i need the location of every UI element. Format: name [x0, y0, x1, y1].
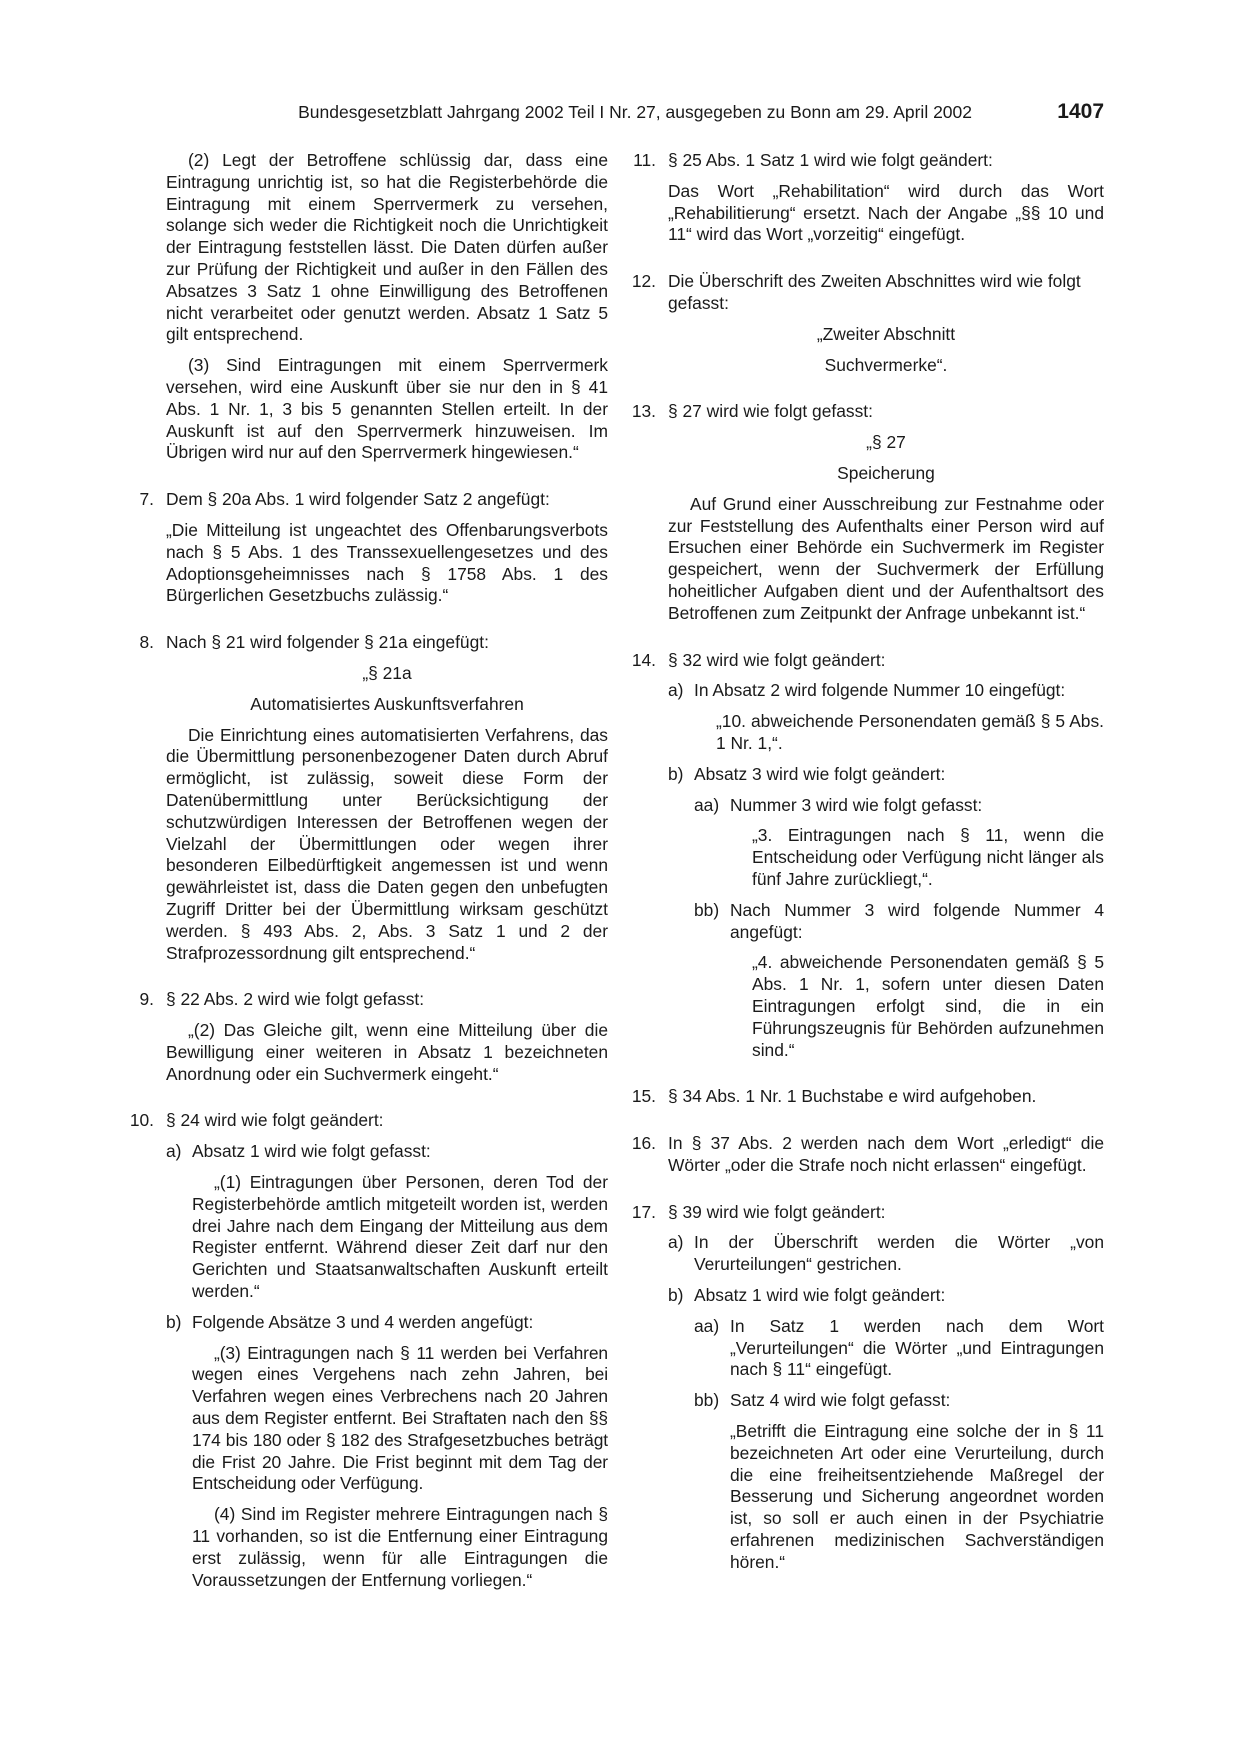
item-number: 12.: [631, 271, 656, 292]
item-11: [632, 150, 1104, 246]
item-17: [632, 1202, 1104, 1574]
item-body: Das Wort „Rehabilitation“ wird durch das Wort „Rehabilitierung“ ersetzt. Nach der Angabe „§§ 10 und 11“ wird das Wort „vorzeitig“ eingefügt.: [668, 180, 1104, 245]
heading-line-1: „Zweiter Abschnitt: [816, 323, 956, 344]
sub-item-label: a): [668, 1232, 684, 1253]
paragraph-3: (3) Sind Eintragungen mit einem Sperrvermerk versehen, wird eine Auskunft über sie nur den in § 41 Abs. 1 Nr. 1, 3 bis 5 genannten Stellen erteilt. In der Auskunft ist auf den Sperrvermerk hinzuweisen. Im Übrigen wird nur auf den Sperrvermerk hingewiesen.“: [166, 355, 608, 463]
page-number: 1407: [1057, 100, 1104, 123]
item-10: [130, 1110, 608, 1591]
item-14: [632, 650, 1104, 1062]
item-number: 8.: [139, 632, 154, 653]
heading-line-2: Suchvermerke“.: [824, 354, 948, 375]
item-number: 9.: [139, 989, 154, 1010]
sub-item-quote: „10. abweichende Personendaten gemäß § 5 Abs. 1 Nr. 1,“.: [716, 711, 1104, 753]
sub-sub-item-label: bb): [694, 899, 720, 920]
sub-sub-item-quote: „Betrifft die Eintragung eine solche der in § 11 bezeichneten Art oder eine Verurteilung, durch die eine freiheitsentziehende Maßregel der Besserung und Sicherung angeordnet worden ist, so soll er auch einen in der Psychiatrie erfahrenen medizinischen Sachverständigen hören.“: [730, 1421, 1104, 1572]
page-header: [130, 98, 1104, 126]
sub-item-label: b): [668, 1285, 684, 1306]
sub-sub-item-text: In Satz 1 werden nach dem Wort „Verurteilungen“ die Wörter „und Eintragungen nach § 11“ eingefügt.: [730, 1315, 1104, 1380]
item-text: § 24 wird wie folgt geändert:: [166, 1110, 384, 1131]
sub-item-b: [130, 1312, 608, 1592]
sub-item-quote: „(1) Eintragungen über Personen, deren Tod der Registerbehörde amtlich mitgeteilt worden ist, werden drei Jahre nach dem Eingang der Mitteilung aus dem Register entfernt. Während dieser Zeit darf nur den Gerichten und Staatsanwaltschaften Auskunft erteilt werden.“: [192, 1172, 608, 1302]
item-number: 13.: [631, 401, 656, 422]
sub-item-quote: „(3) Eintragungen nach § 11 werden bei Verfahren wegen eines Vergehens nach zehn Jahren, bei Verfahren wegen eines Verbrechens nach 20 Jahren aus dem Register entfernt. Bei Straftaten nach den §§ 174 bis 180 oder § 182 des Strafgesetzbuches beträgt die Frist 20 Jahre. Die Frist beginnt mit dem Tag der Entscheidung oder Verfügung.: [192, 1342, 608, 1494]
item-12: [632, 271, 1104, 376]
section-title: Automatisiertes Auskunftsverfahren: [250, 693, 524, 714]
item-text: § 27 wird wie folgt gefasst:: [668, 401, 873, 422]
item-number: 16.: [631, 1133, 656, 1154]
sub-sub-item-label: aa): [694, 1315, 720, 1336]
sub-item-text: In der Überschrift werden die Wörter „von Verurteilungen“ gestrichen.: [694, 1232, 1104, 1275]
right-column: [632, 150, 1104, 1574]
item-13: [632, 401, 1104, 624]
section-body: Die Einrichtung eines automatisierten Verfahrens, das die Übermittlung personenbezogener Daten durch Abruf ermöglicht, ist zulässig, soweit diese Form der Datenübermittlung unter Berücksichtigung der schutzwürdigen Interessen der Betroffenen wegen der Vielzahl der Übermittlungen oder wegen ihrer besonderen Eilbedürftigkeit angemessen ist und wenn gewährleistet ist, dass die Daten gegen den unbefugten Zugriff Dritter bei der Übermittlung wirksam geschützt werden. § 493 Abs. 2, Abs. 3 Satz 1 und 2 der Strafprozessordnung gilt entsprechend.“: [166, 724, 608, 963]
item-number: 10.: [129, 1110, 154, 1131]
item-number: 11.: [633, 150, 656, 170]
sub-sub-item-aa: [632, 795, 1104, 891]
sub-sub-item-text: Nach Nummer 3 wird folgende Nummer 4 angefügt:: [730, 899, 1104, 942]
item-text: § 22 Abs. 2 wird wie folgt gefasst:: [166, 989, 425, 1010]
left-column: [130, 150, 608, 1591]
section-number: „§ 21a: [362, 662, 412, 683]
item-15: [632, 1086, 1104, 1108]
sub-sub-item-label: bb): [694, 1390, 720, 1411]
item-number: 7.: [139, 489, 154, 510]
sub-item-label: b): [166, 1311, 182, 1332]
sub-sub-item-aa: [632, 1316, 1104, 1381]
item-16: [632, 1133, 1104, 1177]
item-text: § 25 Abs. 1 Satz 1 wird wie folgt geändert:: [668, 150, 993, 170]
sub-sub-item-quote: „3. Eintragungen nach § 11, wenn die Entscheidung oder Verfügung nicht länger als fünf Jahre zurückliegt,“.: [752, 825, 1104, 889]
item-number: 17.: [631, 1201, 656, 1222]
item-number: 15.: [631, 1086, 656, 1107]
sub-sub-item-quote: „4. abweichende Personendaten gemäß § 5 Abs. 1 Nr. 1, sofern unter diesen Daten Eintragungen erfolgt sind, die in ein Führungszeugnis für Behörden aufzunehmen sind.“: [752, 952, 1104, 1060]
header-title: Bundesgesetzblatt Jahrgang 2002 Teil I Nr. 27, ausgegeben zu Bonn am 29. April 2002: [298, 102, 972, 122]
item-text: Dem § 20a Abs. 1 wird folgender Satz 2 angefügt:: [166, 489, 550, 510]
item-number: 14.: [631, 649, 656, 670]
sub-item-label: b): [668, 763, 684, 784]
sub-item-text: Absatz 1 wird wie folgt gefasst:: [192, 1141, 431, 1162]
item-7: [130, 489, 608, 607]
sub-item-text: Folgende Absätze 3 und 4 werden angefügt:: [192, 1311, 534, 1332]
sub-item-a: [632, 1232, 1104, 1276]
sub-item-label: a): [668, 680, 684, 701]
item-text: Nach § 21 wird folgender § 21a eingefügt:: [166, 632, 489, 653]
sub-item-label: a): [166, 1141, 182, 1162]
sub-item-quote-2: (4) Sind im Register mehrere Eintragungen nach § 11 vorhanden, so ist die Entfernung einer Eintragung erst zulässig, wenn für alle Eintragungen die Voraussetzungen der Entfernung vorliegen.“: [192, 1504, 608, 1590]
item-text: § 34 Abs. 1 Nr. 1 Buchstabe e wird aufgehoben.: [668, 1086, 1037, 1107]
item-text: § 32 wird wie folgt geändert:: [668, 649, 886, 670]
item-quote: „Die Mitteilung ist ungeachtet des Offenbarungsverbots nach § 5 Abs. 1 des Transsexuellengesetzes und des Adoptionsgeheimnisses nach § 1758 Abs. 1 des Bürgerlichen Gesetzbuchs zulässig.“: [166, 519, 608, 606]
sub-sub-item-text: Satz 4 wird wie folgt gefasst:: [730, 1390, 951, 1411]
sub-item-text: Absatz 1 wird wie folgt geändert:: [694, 1285, 946, 1306]
sub-item-a: [632, 680, 1104, 754]
sub-item-a: [130, 1141, 608, 1303]
section-number: „§ 27: [866, 432, 906, 453]
item-8: [130, 632, 608, 964]
item-9: [130, 989, 608, 1085]
sub-item-text: Absatz 3 wird wie folgt geändert:: [694, 763, 946, 784]
sub-item-text: In Absatz 2 wird folgende Nummer 10 eingefügt:: [694, 680, 1066, 701]
sub-sub-item-bb: [632, 900, 1104, 1062]
sub-sub-item-text: Nummer 3 wird wie folgt gefasst:: [730, 794, 983, 815]
sub-item-b: [632, 1285, 1104, 1574]
paragraph-2: (2) Legt der Betroffene schlüssig dar, dass eine Eintragung unrichtig ist, so hat die Registerbehörde die Eintragung mit einem Sperrvermerk zu versehen, solange sich weder die Richtigkeit noch die Unrichtigkeit der Eintragung feststellen lässt. Die Daten dürfen außer zur Prüfung der Richtigkeit und außer in den Fällen des Absatzes 3 Satz 1 ohne Einwilligung des Betroffenen nicht verarbeitet oder genutzt werden. Absatz 1 Satz 5 gilt entsprechend.: [166, 150, 608, 345]
sub-item-b: [632, 764, 1104, 1062]
sub-sub-item-label: aa): [694, 794, 720, 815]
item-text: Die Überschrift des Zweiten Abschnittes wird wie folgt gefasst:: [668, 271, 1081, 313]
section-title: Speicherung: [837, 462, 935, 483]
section-body: Auf Grund einer Ausschreibung zur Festnahme oder zur Feststellung des Aufenthalts einer Person wird auf Ersuchen einer Behörde ein Suchvermerk im Register gespeichert, wenn der Suchvermerk der Erfüllung hoheitlicher Aufgaben dient und der Aufenthaltsort des Betroffenen zum Zeitpunkt der Anfrage unbekannt ist.“: [668, 493, 1104, 623]
item-text: § 39 wird wie folgt geändert:: [668, 1201, 886, 1222]
item-text: In § 37 Abs. 2 werden nach dem Wort „erledigt“ die Wörter „oder die Strafe noch nicht erlassen“ eingefügt.: [668, 1133, 1104, 1175]
sub-sub-item-bb: [632, 1390, 1104, 1573]
item-quote: „(2) Das Gleiche gilt, wenn eine Mitteilung über die Bewilligung einer weiteren in Absatz 1 bezeichneten Anordnung oder ein Suchvermerk eingeht.“: [166, 1020, 608, 1084]
